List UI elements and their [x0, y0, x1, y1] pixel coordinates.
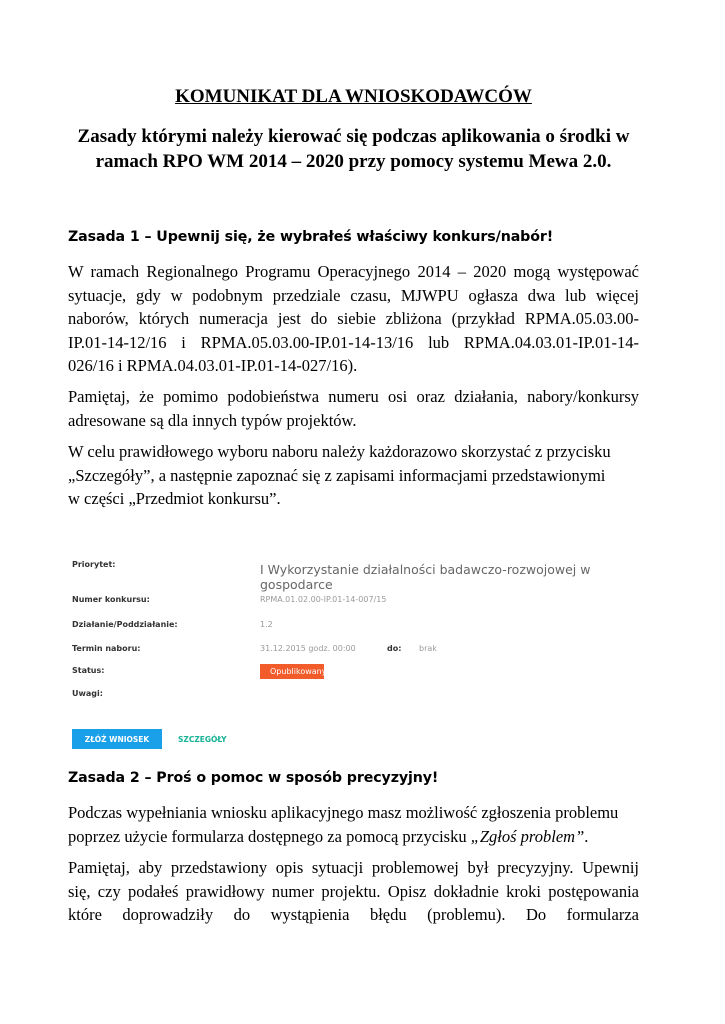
priority-value: I Wykorzystanie działalności badawczo-rozwojowej w gospodarce: [260, 562, 591, 592]
section1-heading: Zasada 1 – Upewnij się, że wybrałeś właściwy konkurs/nabór!: [68, 229, 554, 245]
subtitle-line: ramach RPO WM 2014 – 2020 przy pomocy systemu Mewa 2.0.: [95, 151, 612, 172]
details-button[interactable]: SZCZEGÓŁY: [178, 735, 227, 744]
document-title: KOMUNIKAT DLA WNIOSKODAWCÓW: [175, 86, 532, 107]
notes-label: Uwagi:: [72, 689, 103, 698]
paragraph-line: IP.01-14-12/16 i RPMA.05.03.00-IP.01-14-13/16 lub RPMA.04.03.01-IP.01-14-: [68, 332, 639, 352]
measure-value: 1.2: [260, 620, 273, 629]
paragraph-line: się, czy podałeś prawidłowy numer projektu. Opisz dokładnie kroki postępowania: [68, 881, 639, 901]
section2-paragraph2: [68, 856, 639, 927]
competition-number-label: Numer konkursu:: [72, 595, 150, 604]
paragraph-line: „Szczegóły”, a następnie zapoznać się z zapisami informacjami przedstawionymi: [68, 465, 606, 485]
submit-application-button[interactable]: ZŁÓŻ WNIOSEK: [72, 729, 162, 749]
measure-label: Działanie/Poddziałanie:: [72, 620, 178, 629]
paragraph-line: Pamiętaj, że pomimo podobieństwa numeru osi oraz działania, nabory/konkursy: [68, 387, 639, 406]
paragraph-line: w części „Przedmiot konkursu”.: [68, 489, 281, 508]
paragraph-line: adresowane są dla innych typów projektów.: [68, 410, 357, 430]
section1-paragraph1: [68, 260, 639, 378]
status-badge: Opublikowany: [260, 664, 324, 679]
call-end-label: do:: [387, 644, 402, 653]
document-subtitle: [68, 124, 639, 174]
paragraph-line: [68, 825, 639, 849]
paragraph-line: W ramach Regionalnego Programu Operacyjnego 2014 – 2020 mogą występować: [68, 262, 639, 281]
call-period-label: Termin naboru:: [72, 644, 141, 653]
paragraph-line: które doprowadziły do wystąpienia błędu (problemu). Do formularza: [68, 905, 639, 924]
priority-label: Priorytet:: [72, 560, 116, 569]
call-end-value: brak: [419, 644, 437, 653]
report-problem-reference: „Zgłoś problem”: [470, 826, 585, 846]
paragraph-line: Pamiętaj, aby przedstawiony opis sytuacji problemowej był precyzyjny. Upewnij: [68, 858, 639, 877]
section1-paragraph3: [68, 440, 639, 511]
paragraph-line: sytuacje, gdy w podobnym przedziale czasu, MJWPU ogłasza dwa lub więcej: [68, 285, 639, 305]
paragraph-line: naborów, których numeracja jest do siebie zbliżona (przykład RPMA.05.03.00-: [68, 309, 639, 328]
section2-heading: Zasada 2 – Proś o pomoc w sposób precyzyjny!: [68, 770, 439, 786]
paragraph-line: W celu prawidłowego wyboru naboru należy każdorazowo skorzystać z przycisku: [68, 442, 611, 461]
section2-paragraph1: [68, 801, 639, 848]
competition-number-value: RPMA.01.02.00-IP.01-14-007/15: [260, 595, 387, 604]
paragraph-text: .: [584, 826, 589, 846]
call-start-value: 31.12.2015 godz. 00:00: [260, 644, 356, 653]
paragraph-line: 026/16 i RPMA.04.03.01-IP.01-14-027/16).: [68, 356, 358, 375]
subtitle-line: Zasady którymi należy kierować się podczas aplikowania o środki w: [77, 126, 630, 147]
competition-details-panel: [72, 548, 632, 758]
paragraph-text: poprzez użycie formularza dostępnego za pomocą przycisku: [68, 826, 471, 846]
paragraph-line: Podczas wypełniania wniosku aplikacyjnego masz możliwość zgłoszenia problemu: [68, 803, 619, 822]
status-label: Status:: [72, 666, 105, 675]
section1-paragraph2: [68, 385, 639, 432]
